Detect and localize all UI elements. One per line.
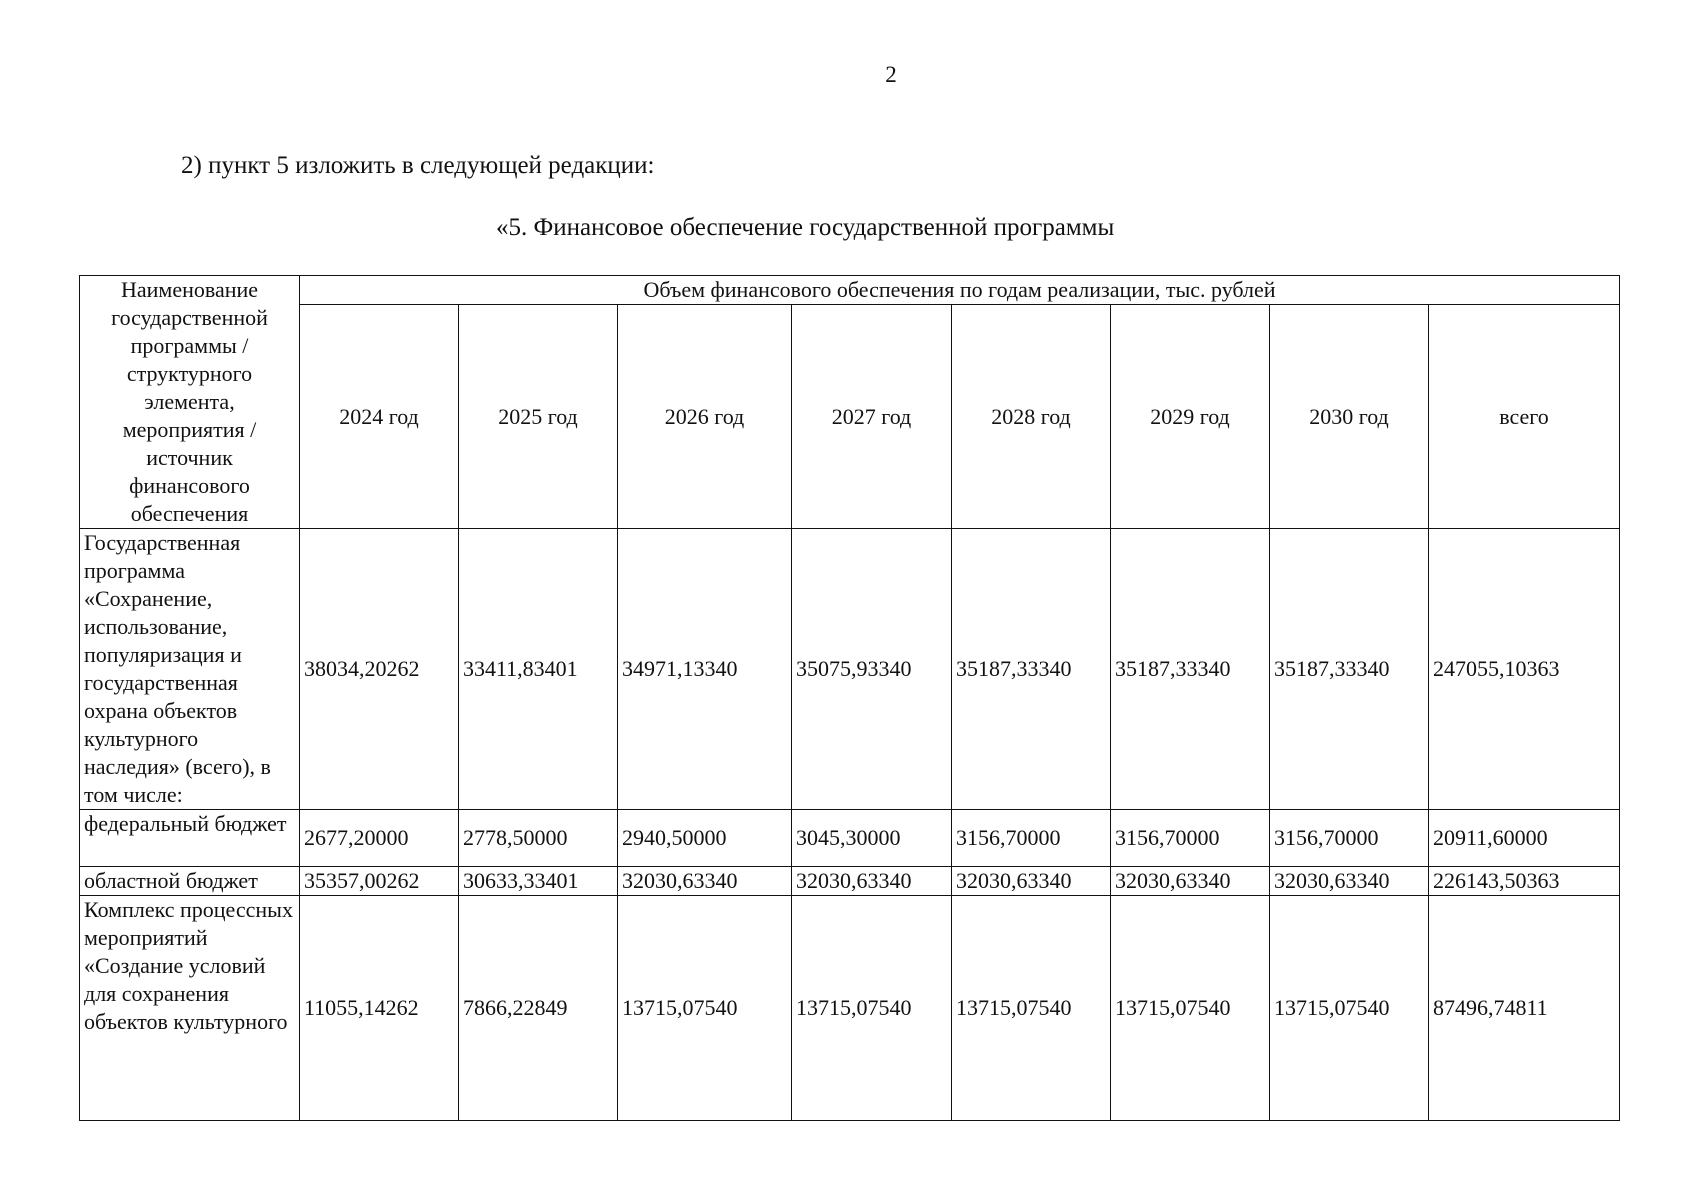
value-cell: 2677,20000 <box>300 810 459 867</box>
total-cell: 247055,10363 <box>1429 529 1620 810</box>
value-cell: 3045,30000 <box>792 810 952 867</box>
value-cell: 13715,07540 <box>952 896 1111 1121</box>
value-cell: 2778,50000 <box>459 810 618 867</box>
year-header-2029: 2029 год <box>1111 305 1270 529</box>
section-title: «5. Финансовое обеспечение государственной программы <box>496 214 1115 241</box>
value-cell: 32030,63340 <box>952 867 1111 896</box>
year-header-2024: 2024 год <box>300 305 459 529</box>
row-label: Комплекс процессных мероприятий «Создание условий для сохранения объектов культурного <box>80 896 300 1121</box>
value-cell: 2940,50000 <box>618 810 792 867</box>
table-row-process-complex <box>80 896 1620 1121</box>
value-cell: 13715,07540 <box>618 896 792 1121</box>
amendment-intro: 2) пункт 5 изложить в следующей редакции: <box>181 152 655 179</box>
value-cell: 32030,63340 <box>618 867 792 896</box>
total-cell: 226143,50363 <box>1429 867 1620 896</box>
total-header: всего <box>1429 305 1620 529</box>
table-row-federal-budget <box>80 810 1620 867</box>
total-cell: 20911,60000 <box>1429 810 1620 867</box>
name-column-header: Наименование государственной программы / структурного элемента, мероприятия / источник финансового обеспечения <box>80 276 300 529</box>
year-header-2028: 2028 год <box>952 305 1111 529</box>
year-header-2025: 2025 год <box>459 305 618 529</box>
value-cell: 32030,63340 <box>792 867 952 896</box>
year-header-2030: 2030 год <box>1270 305 1429 529</box>
value-cell: 35187,33340 <box>1270 529 1429 810</box>
total-cell: 87496,74811 <box>1429 896 1620 1121</box>
value-cell: 30633,33401 <box>459 867 618 896</box>
value-cell: 35187,33340 <box>1111 529 1270 810</box>
value-cell: 35187,33340 <box>952 529 1111 810</box>
value-cell: 3156,70000 <box>952 810 1111 867</box>
value-cell: 3156,70000 <box>1270 810 1429 867</box>
value-cell: 35075,93340 <box>792 529 952 810</box>
value-cell: 13715,07540 <box>792 896 952 1121</box>
page-number: 2 <box>885 62 897 87</box>
value-cell: 32030,63340 <box>1270 867 1429 896</box>
value-cell: 32030,63340 <box>1111 867 1270 896</box>
value-cell: 34971,13340 <box>618 529 792 810</box>
financing-table <box>79 275 1620 1121</box>
row-label: областной бюджет <box>80 867 300 896</box>
value-cell: 35357,00262 <box>300 867 459 896</box>
funding-group-header: Объем финансового обеспечения по годам реализации, тыс. рублей <box>300 276 1620 305</box>
table-row-state-program <box>80 529 1620 810</box>
year-header-2027: 2027 год <box>792 305 952 529</box>
value-cell: 13715,07540 <box>1270 896 1429 1121</box>
row-label: федеральный бюджет <box>80 810 300 867</box>
value-cell: 33411,83401 <box>459 529 618 810</box>
table-row-regional-budget <box>80 867 1620 896</box>
year-header-2026: 2026 год <box>618 305 792 529</box>
value-cell: 3156,70000 <box>1111 810 1270 867</box>
value-cell: 13715,07540 <box>1111 896 1270 1121</box>
value-cell: 7866,22849 <box>459 896 618 1121</box>
row-label: Государственная программа «Сохранение, использование, популяризация и государственная охрана объектов культурного наследия» (всего), в том числе: <box>80 529 300 810</box>
value-cell: 38034,20262 <box>300 529 459 810</box>
value-cell: 11055,14262 <box>300 896 459 1121</box>
